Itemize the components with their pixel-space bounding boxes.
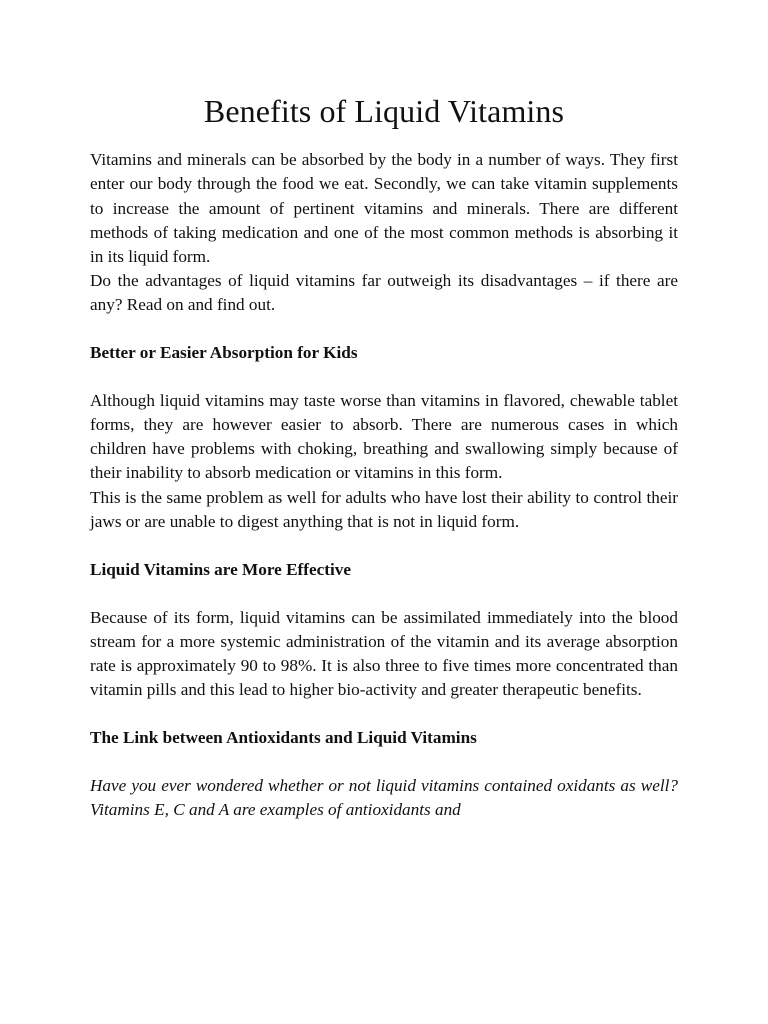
section-heading-effective: Liquid Vitamins are More Effective [90, 559, 351, 579]
section-heading-absorption: Better or Easier Absorption for Kids [90, 343, 358, 363]
absorption-paragraph-1: Although liquid vitamins may taste worse than vitamins in flavored, chewable tablet forms, they are however easier to absorb. There are numerous cases in which children have problems with choking, breathing and swallowing simply because of their inability to absorb medication or vitamins in this form. [90, 391, 678, 483]
intro-paragraph-1: Vitamins and minerals can be absorbed by the body in a number of ways. They first enter our body through the food we eat. Secondly, we can take vitamin supplements to increase the amount of pertinent vitamins and minerals. There are different methods of taking medication and one of the most common methods is absorbing it in its liquid form. [90, 150, 678, 266]
document-title: Benefits of Liquid Vitamins [203, 93, 565, 129]
document-page [90, 92, 678, 822]
intro-paragraph-2: Do the advantages of liquid vitamins far outweigh its disadvantages – if there are any? Read on and find out. [90, 270, 678, 314]
section-heading-antioxidants: The Link between Antioxidants and Liquid Vitamins [90, 728, 477, 748]
antioxidants-paragraph-1: Have you ever wondered whether or not liquid vitamins contained oxidants as well? Vitamins E, C and A are examples of antioxidants and [90, 776, 678, 820]
absorption-paragraph-2: This is the same problem as well for adults who have lost their ability to control their jaws or are unable to digest anything that is not in liquid form. [90, 487, 678, 531]
effective-paragraph-1: Because of its form, liquid vitamins can be assimilated immediately into the blood stream for a more systemic administration of the vitamin and its average absorption rate is approximately 90 to 98%. It is also three to five times more concentrated than vitamin pills and this lead to higher bio-activity and greater therapeutic benefits. [90, 607, 678, 700]
